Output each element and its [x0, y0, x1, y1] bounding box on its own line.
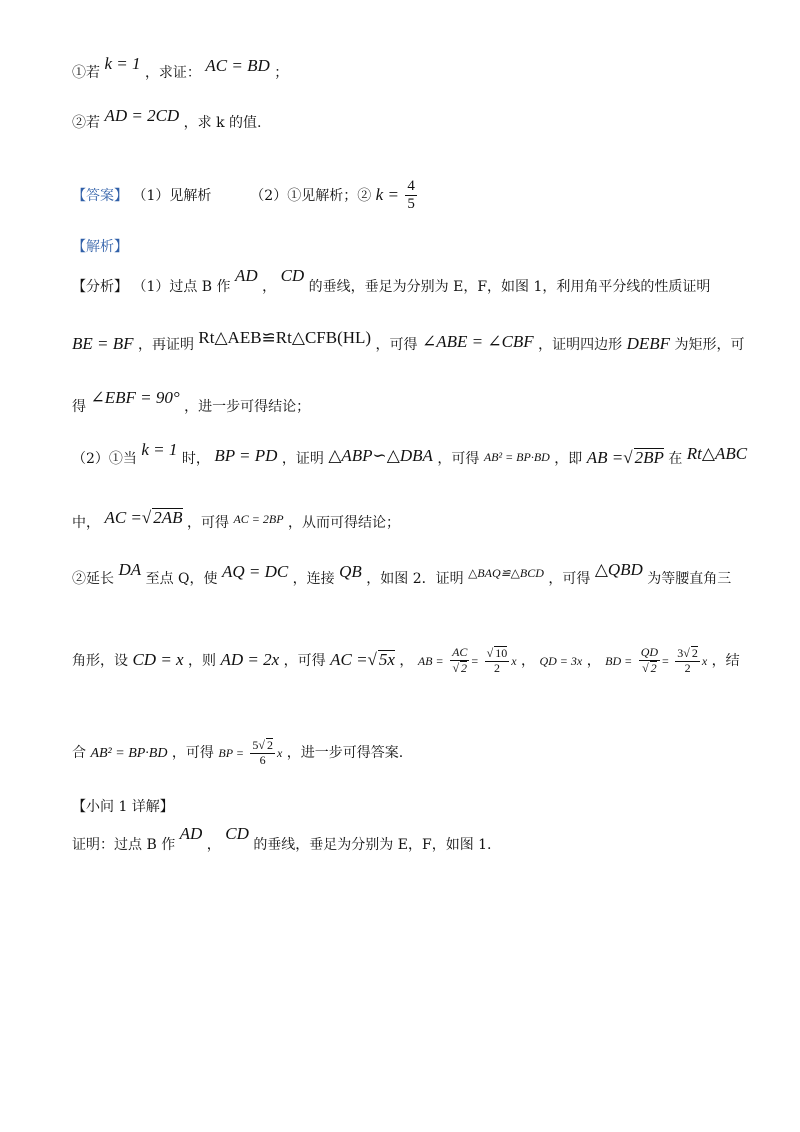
p3-bd-frac2-num-coef: 3 [677, 646, 684, 660]
answer-k-fraction [405, 178, 417, 214]
p3-ab-x: x [511, 653, 517, 668]
fenxi-t1: （1）过点 B 作 [132, 279, 231, 295]
p2-b2: ，可得 [186, 515, 229, 531]
fenxi-t8: ，进一步可得结论； [184, 399, 311, 415]
p3-bd-frac1 [639, 646, 660, 676]
p2-a2: 时， [181, 451, 210, 467]
fenxi-t6: 为矩形，可 [674, 337, 745, 353]
p2-eq2-right: 2BP [634, 448, 664, 467]
fenxi-t7: 得 [72, 399, 86, 415]
p3-bp-frac-num-coef: 5 [252, 738, 259, 752]
p2-b1: 中， [72, 515, 100, 531]
p2-eq4: AC = 2BP [233, 512, 284, 526]
p2-a3: ，证明 [281, 451, 324, 467]
fenxi-ebf: ∠EBF = 90° [90, 388, 180, 407]
p3-bd-frac1-num: QD [640, 645, 659, 659]
fenxi-t2: 的垂线，垂足为分别为 E，F，如图 1，利用角平分线的性质证明 [308, 279, 711, 295]
fenxi-line-3 [72, 388, 800, 416]
sub1-t2: 的垂线，垂足为分别为 E，F，如图 1. [253, 837, 492, 853]
fenxi-line-1 [72, 266, 800, 296]
p3-ab-frac2-num: √ 10 [486, 646, 508, 660]
p3-qb: QB [339, 562, 362, 581]
p2-rt: Rt△ABC [686, 444, 748, 463]
fenxi-line-2 [72, 328, 800, 354]
p3-ab-left: AB = [417, 653, 444, 668]
p3-d2: ，则 [188, 652, 217, 669]
p3-ab-frac1-den: √ 2 [452, 660, 468, 675]
fenxi-cd: CD [280, 266, 305, 285]
p2-eq2-left: AB = [586, 448, 624, 467]
p3-e3: ，进一步可得答案. [286, 744, 404, 761]
fenxi-comma: ， [262, 279, 277, 295]
p3-d7: ，结 [711, 652, 740, 669]
p3-bp-x: x [276, 745, 283, 760]
p3-bd-x: x [701, 653, 708, 668]
q1-mid: ，求证： [144, 65, 201, 81]
p3-e1: 合 [72, 744, 86, 761]
p3-c1: ②延长 [72, 571, 114, 587]
p3-qbd: △QBD [594, 560, 643, 579]
q1-prefix: ①若 [72, 65, 100, 81]
p2-eq3-left: AC = [104, 508, 142, 527]
p3-bp-frac [250, 738, 275, 768]
fenxi-congruence: Rt△AEB≌Rt△CFB(HL) [198, 328, 372, 347]
part3-line-3 [72, 738, 800, 768]
fenxi-t4: ，可得 [375, 337, 418, 353]
p3-d5: ， [521, 652, 536, 669]
p2-k1: k = 1 [141, 440, 178, 459]
answer-line [72, 178, 800, 214]
q2-condition: AD = 2CD [104, 106, 180, 125]
answer-part2: （2）①见解析；② [250, 187, 372, 204]
p3-c2: 至点 Q，使 [145, 571, 218, 587]
part2-line-2: 中， AC =√ 2AB ，可得 AC = 2BP ，从而可得结论； [72, 508, 400, 531]
part3-line-1 [72, 560, 800, 588]
p2-a5: ，即 [554, 451, 583, 467]
q1-goal: AC = BD [205, 56, 270, 75]
p2-similar: △ABP∽△DBA [328, 446, 433, 465]
p3-ab-frac2-den: 2 [493, 660, 500, 675]
p3-bd-left: BD = [605, 653, 633, 668]
part3-line-2: 角形，设 CD = x ，则 AD = 2x ，可得 AC =√ 5x ， AB = $\frac{AC}{√ 2}$ = $\frac{√ 10}{2}$ x ， QD = 3x ， BD = $\frac{QD}{√ 2}$ = $\frac{3√ 2}{2}$ x ，结 [72, 645, 740, 675]
sub1-t1: 证明：过点 B 作 [72, 837, 176, 853]
sub1-tag: 【小问 1 详解】 [72, 799, 174, 815]
p3-d4: ， [399, 652, 414, 669]
fenxi-t3: ，再证明 [137, 337, 194, 353]
p3-bp-frac-num: 5√ 2 [252, 738, 273, 752]
fenxi-tag: 【分析】 [72, 279, 128, 295]
sub1-line [72, 824, 800, 854]
p2-b3: ，从而可得结论； [287, 515, 400, 531]
p3-acx-left: AC = [330, 649, 368, 669]
fenxi-debf: DEBF [626, 334, 671, 353]
p3-d3: ，可得 [283, 652, 326, 669]
answer-k: k = [375, 184, 399, 204]
question-1-line [72, 54, 800, 82]
p3-bp-left: BP = [218, 745, 244, 760]
p3-bp-frac-den: 6 [259, 752, 266, 767]
p3-qd: QD = 3x [539, 653, 583, 668]
p3-bd-frac2-num: 3√ 2 [677, 646, 698, 660]
q2-tail: ，求 k 的值. [183, 115, 262, 131]
q2-prefix: ②若 [72, 115, 100, 131]
p3-ab-frac1 [450, 646, 469, 676]
p3-cdx: CD = x [132, 649, 184, 669]
p3-c6: 为等腰直角三 [647, 571, 732, 587]
p3-bd-frac1-den: √ 2 [642, 660, 657, 675]
fenxi-t5: ，证明四边形 [538, 337, 623, 353]
p2-a4: ，可得 [437, 451, 480, 467]
p3-ad2x: AD = 2x [220, 649, 280, 669]
p3-bd-frac2 [675, 646, 700, 676]
p3-bd-frac1-den-val: 2 [650, 660, 657, 675]
p3-d6: ， [586, 652, 601, 669]
p2-eq1: AB² = BP·BD [483, 450, 550, 464]
fenxi-bebf: BE = BF [72, 334, 134, 353]
q1-condition: k = 1 [104, 54, 141, 73]
p2-a6: 在 [668, 451, 683, 467]
k-denominator: 5 [407, 196, 415, 213]
answer-tag: 【答案】 [72, 187, 128, 204]
p3-c5: ，可得 [548, 571, 591, 587]
p3-ab-frac1-num: AC [452, 645, 468, 659]
p3-e2: ，可得 [171, 744, 214, 761]
p3-ab-frac2 [485, 646, 510, 676]
fenxi-ad: AD [235, 266, 258, 285]
p2-a1: （2）①当 [72, 451, 137, 467]
sub1-ad: AD [179, 824, 203, 843]
answer-part1: （1）见解析 [132, 187, 212, 204]
analysis-tag: 【解析】 [72, 239, 128, 255]
fenxi-angles: ∠ABE = ∠CBF [421, 332, 534, 351]
p3-acx-right: 5x [378, 649, 395, 669]
p3-eq5: AB² = BP·BD [90, 745, 168, 761]
sub1-cd: CD [225, 824, 249, 843]
p3-congruence: △BAQ≌△BCD [468, 566, 544, 580]
p3-d1: 角形，设 [72, 652, 128, 669]
question-2-line [72, 106, 800, 132]
k-numerator: 4 [405, 178, 417, 196]
p3-c4: ，如图 2．证明 [366, 571, 464, 587]
p3-c3: ，连接 [292, 571, 335, 587]
p2-eq3-right: 2AB [153, 508, 183, 527]
sub1-comma: ， [206, 837, 221, 853]
p2-bppd: BP = PD [214, 446, 278, 465]
p3-aqdc: AQ = DC [221, 562, 289, 581]
q1-end: ； [274, 65, 289, 81]
p3-bd-frac2-den: 2 [684, 660, 691, 675]
p3-da: DA [118, 560, 142, 579]
p3-ab-frac2-num-val: 10 [495, 646, 508, 660]
p3-ab-frac1-den-val: 2 [461, 660, 468, 675]
part2-line-1: （2）①当 k = 1 时， BP = PD ，证明 △ABP∽△DBA ，可得 AB² = BP·BD ，即 AB =√ 2BP 在 Rt△ABC [72, 440, 748, 467]
